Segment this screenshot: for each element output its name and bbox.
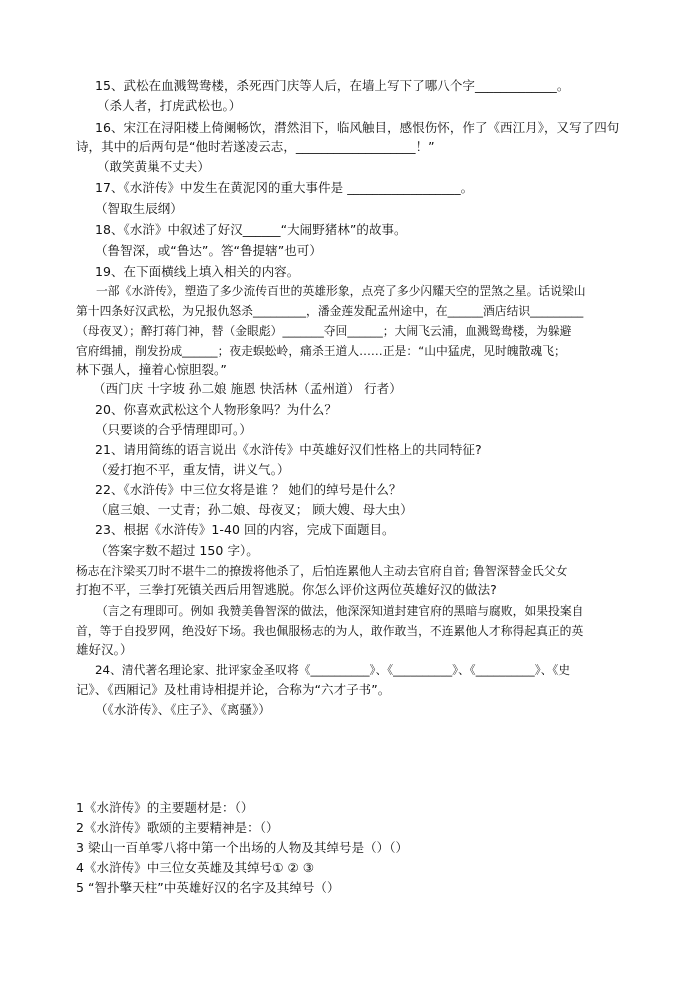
- answer-17: （智取生辰纲）: [95, 201, 183, 216]
- answer-23-line-3: 雄好汉。）: [76, 642, 133, 657]
- question-15: 15、武松在血溅鸳鸯楼，杀死西门庆等人后，在墙上写下了哪八个字_____________。: [95, 78, 570, 93]
- answer-23-line-1: （言之有理即可。例如 我赞美鲁智深的做法，他深深知道封建官府的黑暗与腐败，如果投案自: [96, 604, 584, 618]
- extra-question-1: 1《水浒传》的主要题材是：（）: [76, 800, 254, 815]
- question-23-line-2: 打抱不平，三拳打死镇关西后用智逃脱。你怎么评价这两位英雄好汉的做法?: [76, 582, 497, 597]
- question-18: 18、《水浒》中叙述了好汉______“大闹野猪林”的故事。: [95, 222, 407, 237]
- answer-19: （西门庆 十字坡 孙二娘 施恩 快活林（孟州道） 行者）: [93, 381, 402, 396]
- question-19-line-3: （母夜叉）；醉打蒋门神，替（金眼彪）_______夺回______；大闹飞云浦，血溅鸳鸯楼，为躲避: [76, 324, 572, 338]
- question-23-instruction: 23、根据《水浒传》1-40 回的内容，完成下面题目。: [95, 522, 395, 537]
- question-24-line-2: 记》、《西厢记》及杜甫诗相提并论，合称为“六才子书”。: [76, 682, 391, 697]
- extra-question-2: 2《水浒传》歌颂的主要精神是：（）: [76, 820, 279, 835]
- answer-24: （《水浒传》、《庄子》、《离骚》）: [95, 702, 271, 717]
- question-23-limit: （答案字数不超过 150 字）。: [95, 543, 259, 558]
- answer-21: （爱打抱不平，重友情，讲义气。）: [95, 462, 290, 477]
- extra-question-3: 3 梁山一百单零八将中第一个出场的人物及其绰号是（）（）: [76, 840, 409, 855]
- question-20: 20、你喜欢武松这个人物形象吗？为什么？: [95, 402, 337, 417]
- extra-question-4: 4《水浒传》中三位女英雄及其绰号① ② ③: [76, 860, 315, 875]
- extra-question-5: 5 “智扑擎天柱”中英雄好汉的名字及其绰号（）: [76, 880, 340, 895]
- question-24-line-1: 24、清代著名理论家、批评家金圣叹将《__________》、《__________》、《__________》、《史: [95, 663, 571, 677]
- answer-23-line-2: 首，等于自投罗网，绝没好下场。我也佩服杨志的为人，敢作敢当，不连累他人才称得起真正的英: [76, 624, 584, 638]
- question-19-instruction: 19、在下面横线上填入相关的内容。: [95, 264, 300, 279]
- question-17: 17、《水浒传》中发生在黄泥冈的重大事件是 __________________。: [95, 180, 474, 195]
- answer-16: （敢笑黄巢不丈夫）: [97, 159, 210, 174]
- answer-18: （鲁智深，或“鲁达”。答“鲁提辖”也可）: [95, 243, 322, 258]
- question-16-line-2: 诗，其中的后两句是“他时若遂凌云志，___________________！”: [76, 139, 435, 154]
- question-19-line-1: 一部《水浒传》，塑造了多少流传百世的英雄形象，点亮了多少闪耀天空的罡煞之星。话说梁山: [96, 284, 586, 298]
- question-22: 22、《水浒传》中三位女将是谁 ？ 她们的绰号是什么？: [95, 482, 402, 497]
- question-23-line-1: 杨志在汴梁买刀时不堪牛二的撩拨将他杀了，后怕连累他人主动去官府自首; 鲁智深替金氏父女: [76, 564, 568, 578]
- answer-22: （扈三娘、一丈青；孙二娘、母夜叉； 顾大嫂、母大虫）: [95, 502, 413, 517]
- question-19-line-5: 林下强人，撞着心惊胆裂。”: [76, 362, 227, 377]
- answer-20: （只要谈的合乎情理即可。）: [95, 422, 252, 437]
- question-19-line-4: 官府缉捕，削发扮成______；夜走蜈蚣岭，痛杀王道人……正是：“山中猛虎，见时魄散魂飞；: [76, 344, 566, 358]
- answer-15: （杀人者，打虎武松也。）: [97, 98, 242, 113]
- question-16-line-1: 16、宋江在浔阳楼上倚阑畅饮，潸然泪下，临风触目，感恨伤怀，作了《西江月》，又写了四句: [95, 120, 620, 135]
- question-21: 21、请用简练的语言说出《水浒传》中英雄好汉们性格上的共同特征?: [95, 442, 482, 457]
- question-19-line-2: 第十四条好汉武松，为兄报仇怒杀_________，潘金莲发配孟州途中，在______酒店结识_________: [76, 304, 584, 318]
